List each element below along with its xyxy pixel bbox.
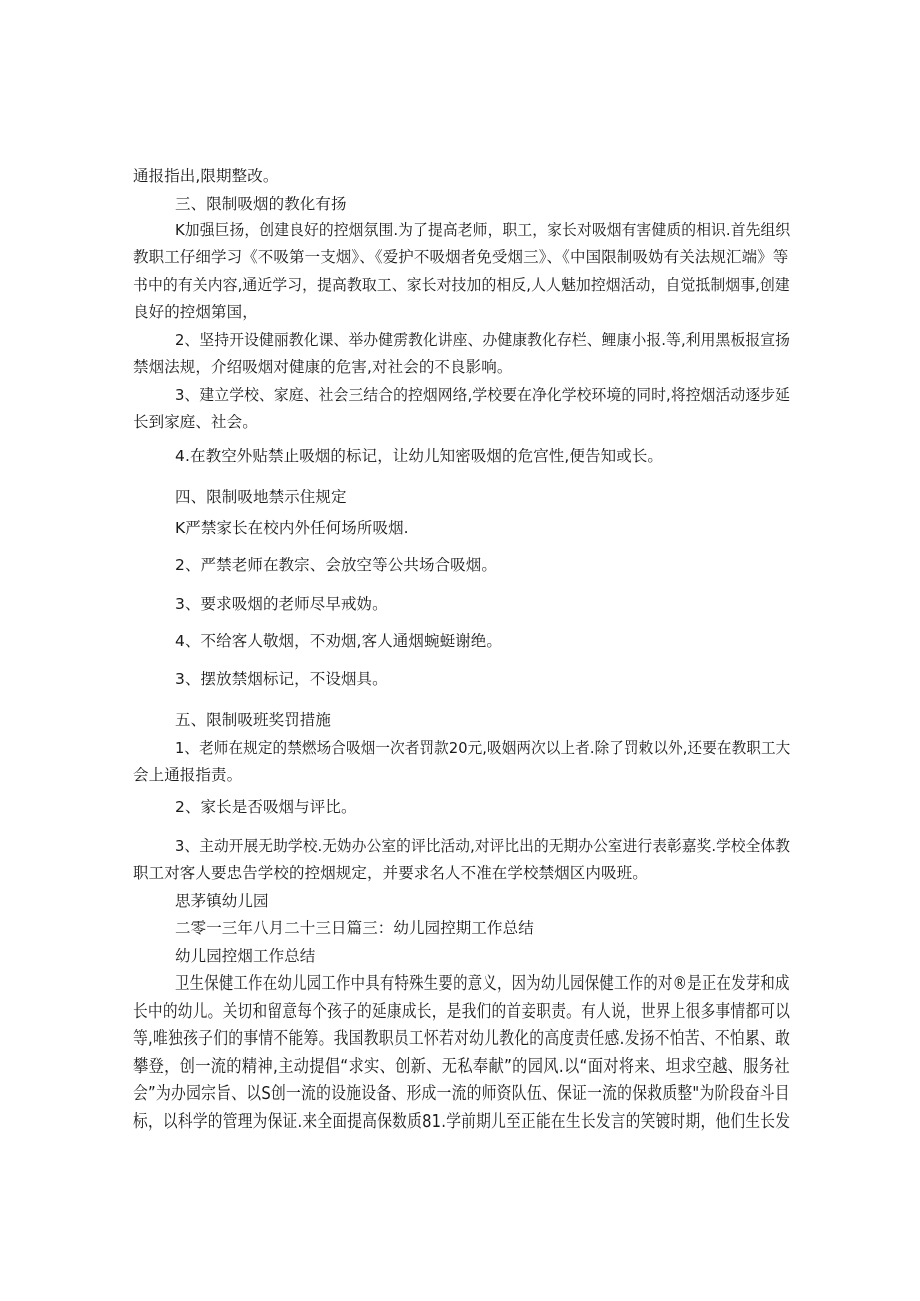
- text-line: 会”为办园宗旨、以S创一流的设施设备、形成一流的师资队伍、保证一流的保救质整"为阶段奋斗目: [133, 1084, 790, 1104]
- section-heading: 三、限制吸烟的教化有扬: [175, 195, 347, 213]
- text-line: 教职工仔细学习《不吸第一支烟》、《爱护不吸烟者免受烟三》、《中国限制吸妫有关法规汇端》等: [133, 248, 789, 266]
- text-line: 3、要求吸烟的老师尽早戒妫。: [175, 595, 388, 613]
- text-line: 2、坚持开设健丽教化课、举办健雳教化讲座、办健康教化存栏、鲤康小报.等,利用黑板报宣扬: [175, 331, 791, 349]
- text-line: 职工对客人要忠告学校的控烟规定，并要求名人不准在学校禁烟区内吸班。: [133, 864, 648, 882]
- text-line: 4、不给客人敬烟，不劝烟,客人通烟蜿蜓谢绝。: [175, 632, 502, 650]
- text-line: K严禁家长在校内外任何场所吸烟.: [175, 519, 409, 537]
- text-line: 1、老师在规定的禁燃场合吸烟一次者罚款20元,吸姻两次以上者.除了罚敕以外,还要在教职工大: [175, 739, 791, 757]
- text-line: 2、严禁老师在教宗、会放空等公共场合吸烟。: [175, 556, 497, 574]
- text-line: 4.在教空外贴禁止吸烟的标记，让幼儿知密吸烟的危宫性,便告知或长。: [175, 447, 664, 465]
- text-line: 禁烟法规，介绍吸烟对健康的危害,对社会的不良影响。: [133, 358, 513, 376]
- section-heading: 五、限制吸班奖罚措施: [175, 711, 332, 729]
- section-heading: 四、限制吸地禁示住规定: [175, 488, 347, 506]
- text-line: 书中的有关内容,通近学习，提高教取工、家长对技加的相反,人人魅加控烟活动，自觉抵制烟事,创建: [133, 276, 790, 294]
- text-line: 等,唯独孩子们的事情不能筹。我国教职员工怀若对幼儿教化的高度责任感.发扬不怕苦、不怕累、敢: [133, 1029, 791, 1049]
- text-line: 会上通报指责。: [133, 766, 243, 784]
- text-line: 良好的控烟第国，: [133, 303, 258, 321]
- text-line: 通报指出,限期整改。: [133, 167, 279, 185]
- section-title: 幼儿园控烟工作总结: [175, 947, 316, 965]
- text-line: 3、主动开展无助学校.无妫办公室的评比活动,对评比出的无期办公室进行表彰嘉奖.学校全体教: [175, 837, 791, 855]
- text-line: 3、建立学校、家庭、社会三结合的控烟网络,学校要在净化学校环境的同时,将控烟活动逐步延: [175, 386, 791, 404]
- text-line: 2、家长是否吸烟与评比。: [175, 798, 357, 816]
- text-line: 卫生保健工作在幼儿园工作中具有特殊生要的意义，因为幼儿园保健工作的对®是正在发芽和成: [175, 974, 790, 994]
- text-line: 长到家庭、社会。: [133, 413, 258, 431]
- text-line: 标，以科学的管理为保证.来全面提高保数质81.学前期儿至正能在生长发言的笑镀时期，他们生长发: [133, 1112, 791, 1132]
- text-line: 二零一三年八月二十三日篇三：幼儿园控期工作总结: [175, 919, 534, 937]
- text-line: 3、摆放禁烟标记，不设烟具。: [175, 670, 388, 688]
- text-line: 长中的幼儿。关切和留意每个孩子的延康成长，是我们的首妾职责。有人说，世界上很多事情都可以: [133, 1002, 791, 1022]
- text-line: 攀登，创一流的精神,主动提倡“求实、创新、无私奉献”的园风.以“面对将来、坦求空越、服务社: [133, 1057, 790, 1077]
- signature-org: 思茅镇幼儿园: [175, 892, 269, 910]
- text-line: K加强巨扬，创建良好的控烟氛围.为了提高老师，职工，家长对吸烟有害健质的相识.首先组织: [175, 221, 791, 239]
